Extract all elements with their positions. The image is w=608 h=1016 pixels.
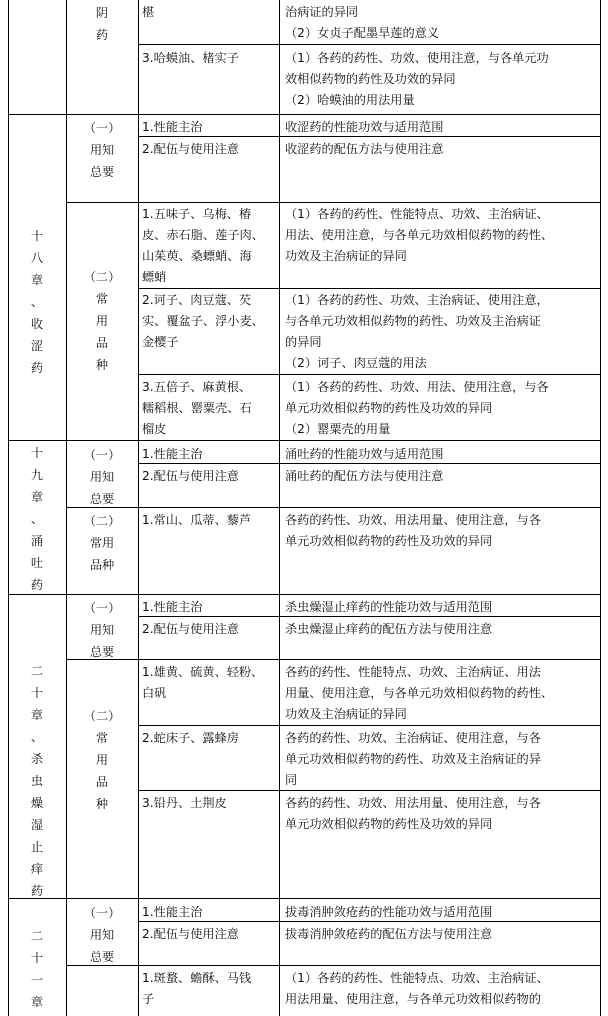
section-label bbox=[66, 902, 138, 968]
section-label-line: 品种 bbox=[89, 558, 115, 572]
requirement-cell-line: （1）各药的药性、性能特点、功效、主治病证、 bbox=[285, 207, 549, 221]
chapter-title-line: 十 bbox=[30, 229, 44, 243]
topic-cell bbox=[142, 290, 277, 353]
requirement-cell bbox=[285, 619, 598, 640]
section-label-line: 总要 bbox=[89, 645, 115, 659]
topic-cell bbox=[142, 444, 277, 465]
requirement-cell bbox=[285, 510, 598, 552]
section-label-line: 阴 bbox=[95, 6, 109, 20]
requirement-cell bbox=[285, 793, 598, 835]
topic-cell bbox=[142, 510, 277, 531]
chapter-title-line: 一 bbox=[30, 973, 44, 987]
topic-cell bbox=[142, 117, 277, 138]
requirement-cell-line: （1）各药的药性、功效、使用注意，与各单元功 bbox=[285, 51, 549, 65]
topic-cell-line: 皮、赤石脂、莲子肉、 bbox=[142, 228, 264, 242]
requirement-cell-line: 收涩药的配伍方法与使用注意 bbox=[285, 142, 444, 156]
section-label-line: 总要 bbox=[89, 165, 115, 179]
row-divider bbox=[138, 288, 600, 289]
requirement-cell-line: 用法、使用注意，与各单元功效相似药物的药性、 bbox=[285, 228, 554, 242]
row-divider bbox=[8, 594, 600, 595]
section-label-line: （一） bbox=[83, 906, 121, 920]
topic-cell bbox=[142, 728, 277, 749]
section-label-line: 种 bbox=[95, 797, 109, 811]
requirement-cell-line: （1）各药的药性、功效、用法、使用注意，与各 bbox=[285, 380, 549, 394]
chapter-title-line: 止 bbox=[30, 840, 44, 854]
chapter-title-line: 十 bbox=[30, 686, 44, 700]
topic-cell-line: 子 bbox=[142, 992, 155, 1006]
requirement-cell bbox=[285, 204, 598, 267]
requirement-cell-line: 与各单元功效相似药物的药性、功效及主治病证 bbox=[285, 314, 541, 328]
section-label-line: 用 bbox=[95, 753, 109, 767]
requirement-cell-line: 涌吐药的性能功效与适用范围 bbox=[285, 447, 444, 461]
topic-cell bbox=[142, 924, 277, 945]
requirement-cell bbox=[285, 968, 598, 1010]
requirement-cell bbox=[285, 2, 598, 44]
chapter-title-line: 杀 bbox=[30, 752, 44, 766]
topic-cell-line: 1.性能主治 bbox=[142, 905, 203, 919]
topic-cell bbox=[142, 662, 277, 704]
section-label-line: 用 bbox=[95, 314, 109, 328]
requirement-cell-line: 用量、使用注意，与各单元功效相似药物的药性、 bbox=[285, 686, 554, 700]
requirement-cell-line: 单元功效相似药物的药性及功效的异同 bbox=[285, 817, 493, 831]
requirement-cell bbox=[285, 377, 598, 440]
topic-cell-line: 2.配伍与使用注意 bbox=[142, 469, 239, 483]
row-divider bbox=[66, 202, 600, 203]
topic-cell bbox=[142, 204, 277, 288]
section-label-line: 用知 bbox=[89, 470, 115, 484]
section-label-line: 用知 bbox=[89, 623, 115, 637]
chapter-title bbox=[8, 660, 66, 902]
requirement-cell-line: 同 bbox=[285, 773, 298, 787]
row-divider bbox=[66, 659, 600, 660]
topic-cell-line: 1.五味子、乌梅、椿 bbox=[142, 207, 252, 221]
row-divider bbox=[66, 507, 600, 508]
requirement-cell-line: 各药的药性、功效、用法用量、使用注意，与各 bbox=[285, 513, 541, 527]
requirement-cell-line: （1）各药的药性、性能特点、功效、主治病证、 bbox=[285, 971, 549, 985]
section-label-line: （二） bbox=[83, 514, 121, 528]
topic-cell-line: 1.性能主治 bbox=[142, 447, 203, 461]
requirement-cell-line: 功效及主治病证的异同 bbox=[285, 707, 407, 721]
section-label bbox=[66, 597, 138, 663]
requirement-cell-line: 治病证的异同 bbox=[285, 5, 359, 19]
section-label-line: 用知 bbox=[89, 143, 115, 157]
topic-cell-line: 螵蛸 bbox=[142, 270, 167, 284]
topic-cell bbox=[142, 139, 277, 160]
section-label-line: 用知 bbox=[89, 928, 115, 942]
section-label-line: 常 bbox=[95, 292, 109, 306]
requirement-cell-line: 用法用量、使用注意，与各单元功效相似药物的 bbox=[285, 992, 541, 1006]
topic-cell-line: 1.性能主治 bbox=[142, 600, 203, 614]
column-divider bbox=[279, 0, 280, 1016]
topic-cell-line: 2.蛇床子、露蜂房 bbox=[142, 731, 239, 745]
column-divider bbox=[600, 0, 601, 1016]
chapter-title-line: 章 bbox=[30, 995, 44, 1009]
requirement-cell-line: 杀虫燥湿止痒药的性能功效与适用范围 bbox=[285, 600, 493, 614]
requirement-cell-line: 的异同 bbox=[285, 335, 322, 349]
row-divider bbox=[138, 374, 600, 375]
chapter-title bbox=[8, 225, 66, 379]
topic-cell-line: 2.配伍与使用注意 bbox=[142, 927, 239, 941]
chapter-title-line: 十 bbox=[30, 951, 44, 965]
chapter-title bbox=[8, 442, 66, 596]
chapter-title-line: 、 bbox=[30, 730, 44, 744]
topic-cell bbox=[142, 2, 277, 23]
section-label-line: （一） bbox=[83, 121, 121, 135]
section-label-line: 种 bbox=[95, 358, 109, 372]
topic-cell bbox=[142, 968, 277, 1010]
chapter-title-line: 二 bbox=[30, 929, 44, 943]
requirement-cell-line: （2）罂粟壳的用量 bbox=[285, 422, 391, 436]
topic-cell-line: 2.配伍与使用注意 bbox=[142, 142, 239, 156]
requirement-cell bbox=[285, 728, 598, 791]
topic-cell-line: 3.哈蟆油、楮实子 bbox=[142, 51, 239, 65]
section-label-line: （一） bbox=[83, 601, 121, 615]
topic-cell-line: 金樱子 bbox=[142, 335, 179, 349]
chapter-title-line: 章 bbox=[30, 708, 44, 722]
chapter-title-line: 十 bbox=[30, 446, 44, 460]
topic-cell bbox=[142, 619, 277, 640]
topic-cell-line: 榴皮 bbox=[142, 422, 167, 436]
topic-cell bbox=[142, 466, 277, 487]
topic-cell-line: 白矾 bbox=[142, 686, 167, 700]
topic-cell-line: 1.雄黄、硫黄、轻粉、 bbox=[142, 665, 264, 679]
topic-cell-line: 山茱萸、桑螵蛸、海 bbox=[142, 249, 252, 263]
column-divider bbox=[138, 0, 139, 1016]
topic-cell-line: 3.五倍子、麻黄根、 bbox=[142, 380, 252, 394]
requirement-cell-line: 单元功效相似药物的药性及功效的异同 bbox=[285, 534, 493, 548]
topic-cell-line: 3.铅丹、土荆皮 bbox=[142, 796, 227, 810]
requirement-cell-line: 各药的药性、功效、用法用量、使用注意，与各 bbox=[285, 796, 541, 810]
section-label-line: 品 bbox=[95, 336, 109, 350]
row-divider bbox=[138, 44, 600, 45]
requirement-cell-line: 单元功效相似药物的药性及功效的异同 bbox=[285, 401, 493, 415]
requirement-cell-line: 各药的药性、性能特点、功效、主治病证、用法 bbox=[285, 665, 541, 679]
section-label bbox=[66, 2, 138, 46]
chapter-title-line: 药 bbox=[30, 578, 44, 592]
chapter-title-line: 药 bbox=[30, 361, 44, 375]
requirement-cell-line: 拔毒消肿敛疮药的配伍方法与使用注意 bbox=[285, 927, 493, 941]
requirement-cell-line: （2）诃子、肉豆蔻的用法 bbox=[285, 356, 427, 370]
section-label bbox=[66, 117, 138, 183]
topic-cell-line: 1.斑蝥、蟾酥、马钱 bbox=[142, 971, 252, 985]
requirement-cell-line: 单元功效相似药物的药性、功效及主治病证的异 bbox=[285, 752, 541, 766]
requirement-cell bbox=[285, 662, 598, 725]
section-label-line: 常 bbox=[95, 731, 109, 745]
requirement-cell bbox=[285, 902, 598, 923]
section-label-line: 品 bbox=[95, 775, 109, 789]
row-divider bbox=[8, 440, 600, 441]
topic-cell bbox=[142, 793, 277, 814]
section-label-line: （二） bbox=[83, 270, 121, 284]
requirement-cell-line: 拔毒消肿敛疮药的性能功效与适用范围 bbox=[285, 905, 493, 919]
requirement-cell-line: （2）哈蟆油的用法用量 bbox=[285, 93, 415, 107]
chapter-title-line: 药 bbox=[30, 884, 44, 898]
topic-cell-line: 1.性能主治 bbox=[142, 120, 203, 134]
section-label bbox=[66, 705, 138, 815]
section-label-line: （一） bbox=[83, 448, 121, 462]
topic-cell-line: 2.配伍与使用注意 bbox=[142, 622, 239, 636]
requirement-cell-line: 各药的药性、功效、主治病证、使用注意，与各 bbox=[285, 731, 541, 745]
requirement-cell-line: （1）各药的药性、功效、主治病证、使用注意， bbox=[285, 293, 549, 307]
section-label bbox=[66, 266, 138, 376]
chapter-title-line: 湿 bbox=[30, 818, 44, 832]
requirement-cell bbox=[285, 444, 598, 465]
requirement-cell-line: 效相似药物的药性及功效的异同 bbox=[285, 72, 456, 86]
requirement-cell bbox=[285, 117, 598, 138]
requirement-cell-line: （2）女贞子配墨旱莲的意义 bbox=[285, 26, 440, 40]
topic-cell-line: 2.诃子、肉豆蔻、芡 bbox=[142, 293, 252, 307]
topic-cell-line: 椹 bbox=[142, 5, 155, 19]
requirement-cell bbox=[285, 48, 598, 111]
topic-cell bbox=[142, 48, 277, 69]
topic-cell bbox=[142, 377, 277, 440]
requirement-cell-line: 杀虫燥湿止痒药的配伍方法与使用注意 bbox=[285, 622, 493, 636]
topic-cell-line: 1.常山、瓜蒂、藜芦 bbox=[142, 513, 252, 527]
topic-cell-line: 实、覆盆子、浮小麦、 bbox=[142, 314, 264, 328]
chapter-title bbox=[8, 925, 66, 1013]
chapter-title-line: 虫 bbox=[30, 774, 44, 788]
chapter-title-line: 涩 bbox=[30, 339, 44, 353]
topic-cell bbox=[142, 597, 277, 618]
requirement-cell bbox=[285, 924, 598, 945]
chapter-title-line: 、 bbox=[30, 295, 44, 309]
requirement-cell bbox=[285, 139, 598, 160]
requirement-cell-line: 收涩药的性能功效与适用范围 bbox=[285, 120, 444, 134]
topic-cell-line: 糯稻根、罂粟壳、石 bbox=[142, 401, 252, 415]
chapter-title-line: 吐 bbox=[30, 556, 44, 570]
row-divider bbox=[8, 114, 600, 115]
chapter-title-line: 九 bbox=[30, 468, 44, 482]
requirement-cell bbox=[285, 597, 598, 618]
requirement-cell bbox=[285, 290, 598, 374]
section-label-line: 总要 bbox=[89, 950, 115, 964]
section-label bbox=[66, 444, 138, 510]
row-divider bbox=[66, 965, 600, 966]
row-divider bbox=[138, 725, 600, 726]
chapter-title-line: 燥 bbox=[30, 796, 44, 810]
section-label bbox=[66, 510, 138, 576]
chapter-title-line: 章 bbox=[30, 273, 44, 287]
requirement-cell-line: 涌吐药的配伍方法与使用注意 bbox=[285, 469, 444, 483]
chapter-title-line: 收 bbox=[30, 317, 44, 331]
section-label-line: （二） bbox=[83, 709, 121, 723]
requirement-cell-line: 功效及主治病证的异同 bbox=[285, 249, 407, 263]
chapter-title-line: 八 bbox=[30, 251, 44, 265]
chapter-title-line: 二 bbox=[30, 664, 44, 678]
section-label-line: 总要 bbox=[89, 492, 115, 506]
chapter-title-line: 涌 bbox=[30, 534, 44, 548]
row-divider bbox=[8, 898, 600, 899]
section-label-line: 药 bbox=[95, 28, 109, 42]
section-label-line: 常用 bbox=[89, 536, 115, 550]
chapter-title-line: 章 bbox=[30, 490, 44, 504]
chapter-title-line: 、 bbox=[30, 512, 44, 526]
topic-cell bbox=[142, 902, 277, 923]
chapter-title-line: 痒 bbox=[30, 862, 44, 876]
requirement-cell bbox=[285, 466, 598, 487]
